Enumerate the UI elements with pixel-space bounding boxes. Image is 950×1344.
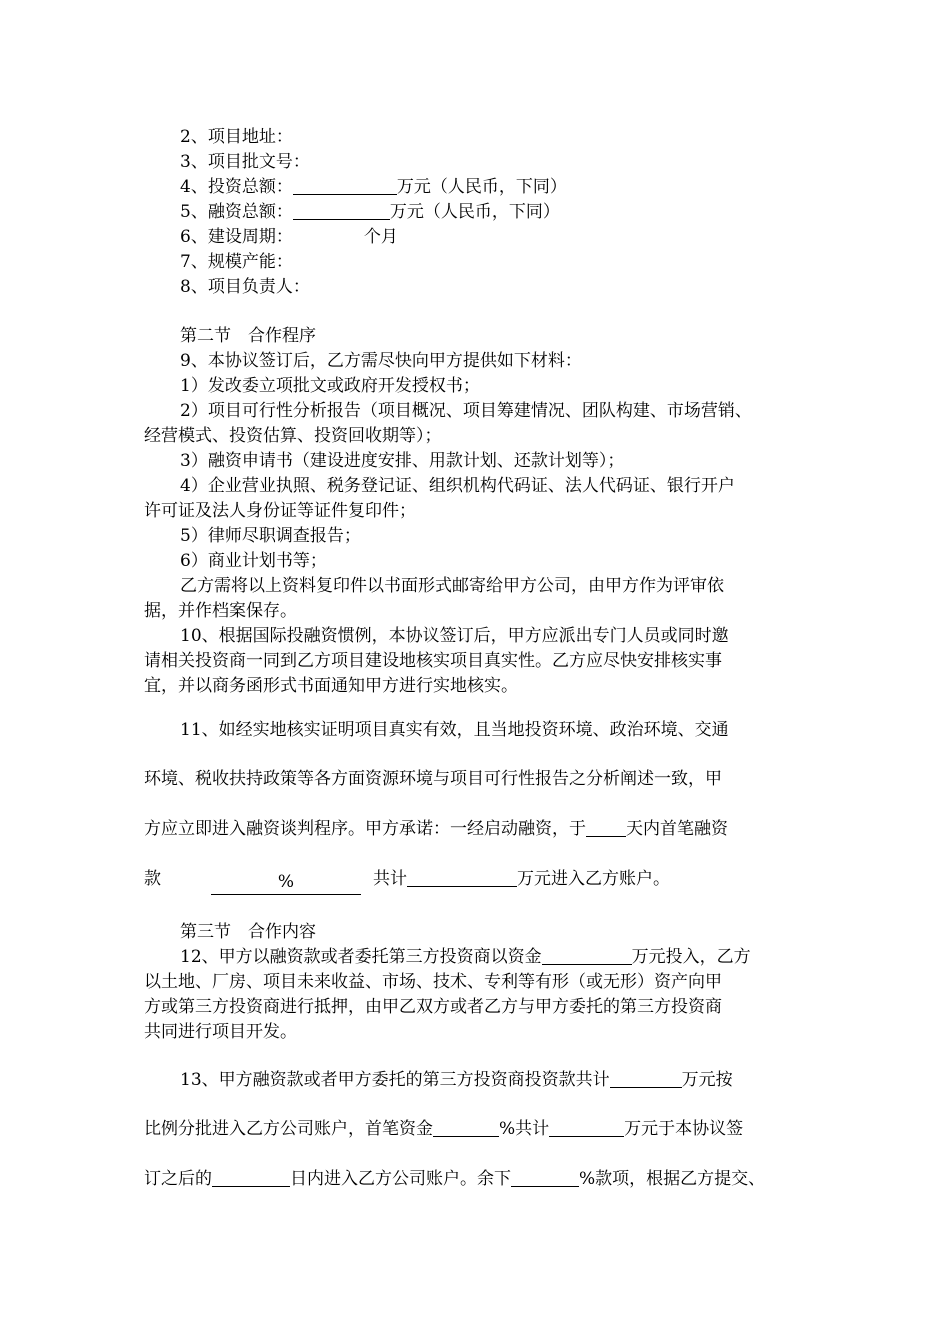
item-approval-number: 3、项目批文号： (180, 152, 310, 172)
blank-field[interactable] (542, 945, 632, 965)
clause-13-cont2: 订之后的 日内进入乙方公司账户。余下 %款项，根据乙方提交、 (144, 1169, 766, 1189)
clause-13-cont1: 比例分批进入乙方公司账户，首笔资金 %共计 万元于本协议签 (144, 1119, 744, 1139)
blank-field[interactable] (549, 1117, 624, 1137)
clause-12-cont3: 共同进行项目开发。 (144, 1022, 297, 1042)
material-1: 1）发改委立项批文或政府开发授权书； (180, 376, 480, 396)
clause-11-cont2: 方应立即进入融资谈判程序。甲方承诺：一经启动融资，于 天内首笔融资 (144, 819, 728, 839)
item-construction-period: 6、建设周期： 个月 (180, 227, 398, 247)
section2-title: 第二节 合作程序 (180, 326, 316, 346)
blank-field[interactable] (293, 200, 390, 220)
blank-field[interactable] (610, 1068, 682, 1088)
section3-title: 第三节 合作内容 (180, 922, 316, 942)
clause-11-cont3: 款 % 共计 万元进入乙方账户。 (144, 867, 824, 891)
material-2: 2）项目可行性分析报告（项目概况、项目筹建情况、团队构建、市场营销、 (180, 401, 752, 421)
clause-12-cont1: 以土地、厂房、项目未来收益、市场、技术、专利等有形（或无形）资产向甲 (144, 972, 722, 992)
material-2-cont: 经营模式、投资估算、投资回收期等）； (144, 426, 442, 446)
blank-field[interactable] (586, 817, 626, 837)
blank-field[interactable]: % (211, 870, 361, 895)
material-5: 5）律师尽职调查报告； (180, 526, 361, 546)
item-scale-capacity: 7、规模产能： (180, 252, 293, 272)
item-total-financing: 5、融资总额： 万元（人民币，下同） (180, 202, 560, 222)
clause-9: 9、本协议签订后，乙方需尽快向甲方提供如下材料： (180, 351, 582, 371)
material-3: 3）融资申请书（建设进度安排、用款计划、还款计划等）； (180, 451, 625, 471)
clause-11: 11、如经实地核实证明项目真实有效，且当地投资环境、政治环境、交通 (180, 720, 729, 740)
item-total-investment: 4、投资总额： 万元（人民币，下同） (180, 177, 567, 197)
clause-10-cont1: 请相关投资商一同到乙方项目建设地核实项目真实性。乙方应尽快安排核实事 (144, 651, 722, 671)
clause-11-cont1: 环境、税收扶持政策等各方面资源环境与项目可行性报告之分析阐述一致，甲 (144, 769, 722, 789)
clause-10-cont2: 宜，并以商务函形式书面通知甲方进行实地核实。 (144, 676, 518, 696)
item-project-leader: 8、项目负责人： (180, 277, 310, 297)
clause-10: 10、根据国际投融资惯例，本协议签订后，甲方应派出专门人员或同时邀 (180, 626, 729, 646)
blank-field[interactable] (433, 1117, 499, 1137)
blank-field[interactable] (212, 1167, 290, 1187)
materials-note: 乙方需将以上资料复印件以书面形式邮寄给甲方公司，由甲方作为评审依 (180, 576, 724, 596)
item-project-address: 2、项目地址： (180, 127, 293, 147)
blank-field[interactable] (293, 175, 397, 195)
material-4-cont: 许可证及法人身份证等证件复印件； (144, 501, 416, 521)
clause-12: 12、甲方以融资款或者委托第三方投资商以资金 万元投入，乙方 (180, 947, 751, 967)
materials-note-cont: 据，并作档案保存。 (144, 601, 297, 621)
material-6: 6）商业计划书等； (180, 551, 327, 571)
clause-13: 13、甲方融资款或者甲方委托的第三方投资商投资款共计 万元按 (180, 1070, 733, 1090)
blank-field[interactable] (511, 1167, 579, 1187)
blank-field[interactable] (407, 867, 517, 887)
material-4: 4）企业营业执照、税务登记证、组织机构代码证、法人代码证、银行开户 (180, 476, 735, 496)
clause-12-cont2: 方或第三方投资商进行抵押，由甲乙双方或者乙方与甲方委托的第三方投资商 (144, 997, 722, 1017)
